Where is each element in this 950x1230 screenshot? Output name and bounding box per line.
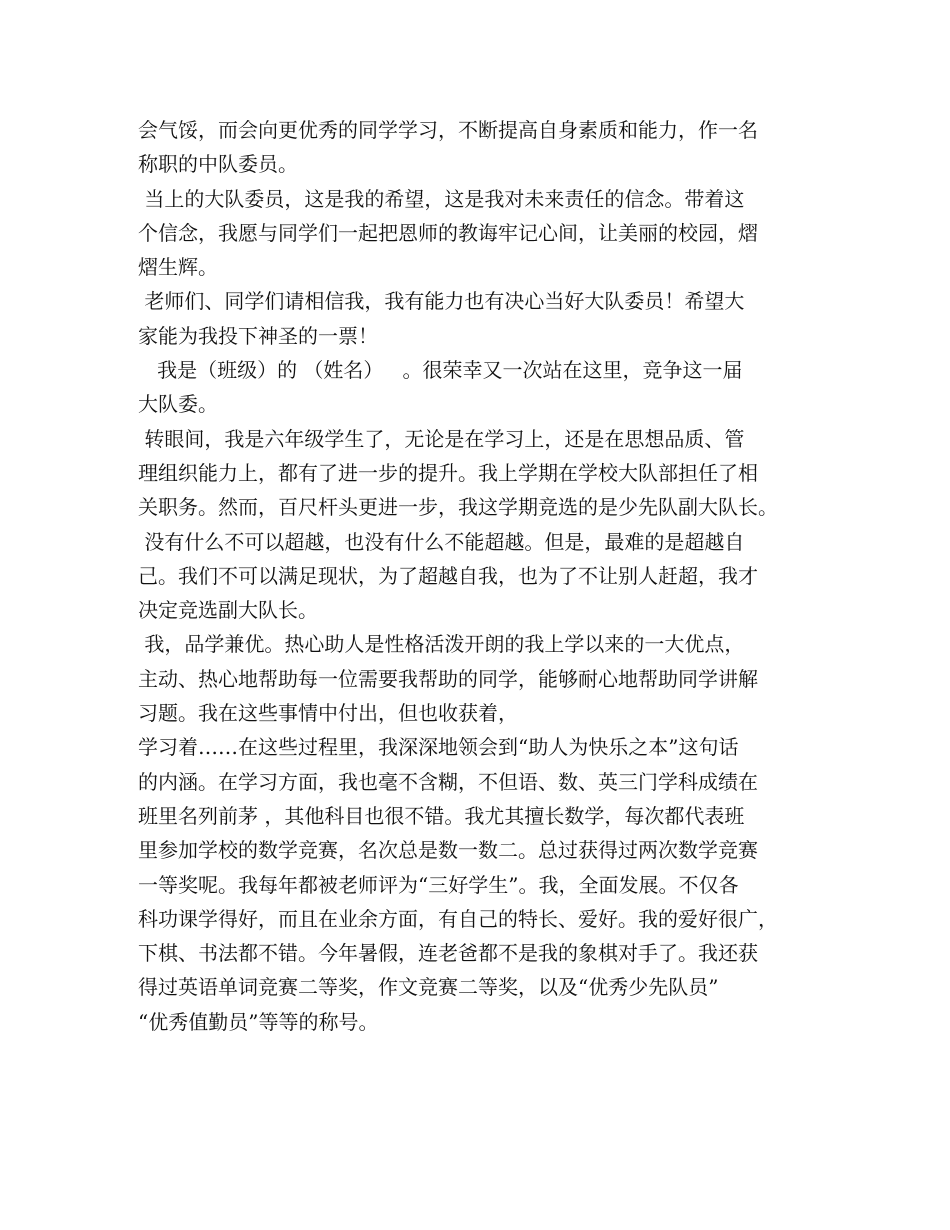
text-line: 下棋、书法都不错。今年暑假，连老爸都不是我的象棋对手了。我还获 bbox=[138, 941, 758, 966]
text-line: 学习着……在这些过程里，我深深地领会到“助人为快乐之本”这句话 bbox=[138, 735, 739, 760]
text-line: 当上的大队委员，这是我的希望，这是我对未来责任的信念。带着这 bbox=[138, 186, 745, 211]
text-line: 科功课学得好，而且在业余方面，有自己的特长、爱好。我的爱好很广， bbox=[138, 906, 778, 931]
document-body bbox=[138, 113, 828, 1039]
text-line: 关职务。然而，百尺杆头更进一步，我这学期竞选的是少先队副大队长。 bbox=[138, 495, 778, 520]
text-line: 习题。我在这些事情中付出，但也收获着， bbox=[138, 701, 518, 726]
text-line: 称职的中队委员。 bbox=[138, 152, 298, 177]
text-line: 一等奖呢。我每年都被老师评为“三好学生”。我，全面发展。不仅各 bbox=[138, 872, 739, 897]
text-line: 得过英语单词竞赛二等奖，作文竞赛二等奖，以及“优秀少先队员” bbox=[138, 975, 719, 1000]
text-line: 里参加学校的数学竞赛，名次总是数一数二。总过获得过两次数学竞赛 bbox=[138, 838, 758, 863]
text-line: 的内涵。在学习方面，我也毫不含糊，不但语、数、英三门学科成绩在 bbox=[138, 769, 758, 794]
text-line: 家能为我投下神圣的一票！ bbox=[138, 323, 378, 348]
text-line: 己。我们不可以满足现状，为了超越自我，也为了不让别人赶超，我才 bbox=[138, 563, 758, 588]
text-line: 会气馁，而会向更优秀的同学学习，不断提高自身素质和能力，作一名 bbox=[138, 118, 758, 142]
text-line: 个信念，我愿与同学们一起把恩师的教诲牢记心间，让美丽的校园，熠 bbox=[138, 220, 758, 245]
text-line: 我是（班级）的 （姓名） 。很荣幸又一次站在这里，竞争这一届 bbox=[138, 358, 743, 383]
text-line: 理组织能力上，都有了进一步的提升。我上学期在学校大队部担任了相 bbox=[138, 460, 758, 485]
text-line: 班里名列前茅 ，其他科目也很不错。我尤其擅长数学，每次都代表班 bbox=[138, 803, 745, 828]
text-line: 老师们、同学们请相信我，我有能力也有决心当好大队委员！希望大 bbox=[138, 289, 745, 314]
text-line: “优秀值勤员”等等的称号。 bbox=[138, 1009, 379, 1034]
text-line: 大队委。 bbox=[138, 392, 218, 417]
text-line: 主动、热心地帮助每一位需要我帮助的同学，能够耐心地帮助同学讲解 bbox=[138, 666, 758, 691]
text-line: 熠生辉。 bbox=[138, 255, 218, 280]
text-line: 我，品学兼优。热心助人是性格活泼开朗的我上学以来的一大优点， bbox=[138, 632, 745, 657]
text-line: 没有什么不可以超越，也没有什么不能超越。但是，最难的是超越自 bbox=[138, 529, 745, 554]
text-line: 决定竞选副大队长。 bbox=[138, 598, 318, 623]
text-line: 转眼间，我是六年级学生了，无论是在学习上，还是在思想品质、管 bbox=[138, 426, 745, 451]
